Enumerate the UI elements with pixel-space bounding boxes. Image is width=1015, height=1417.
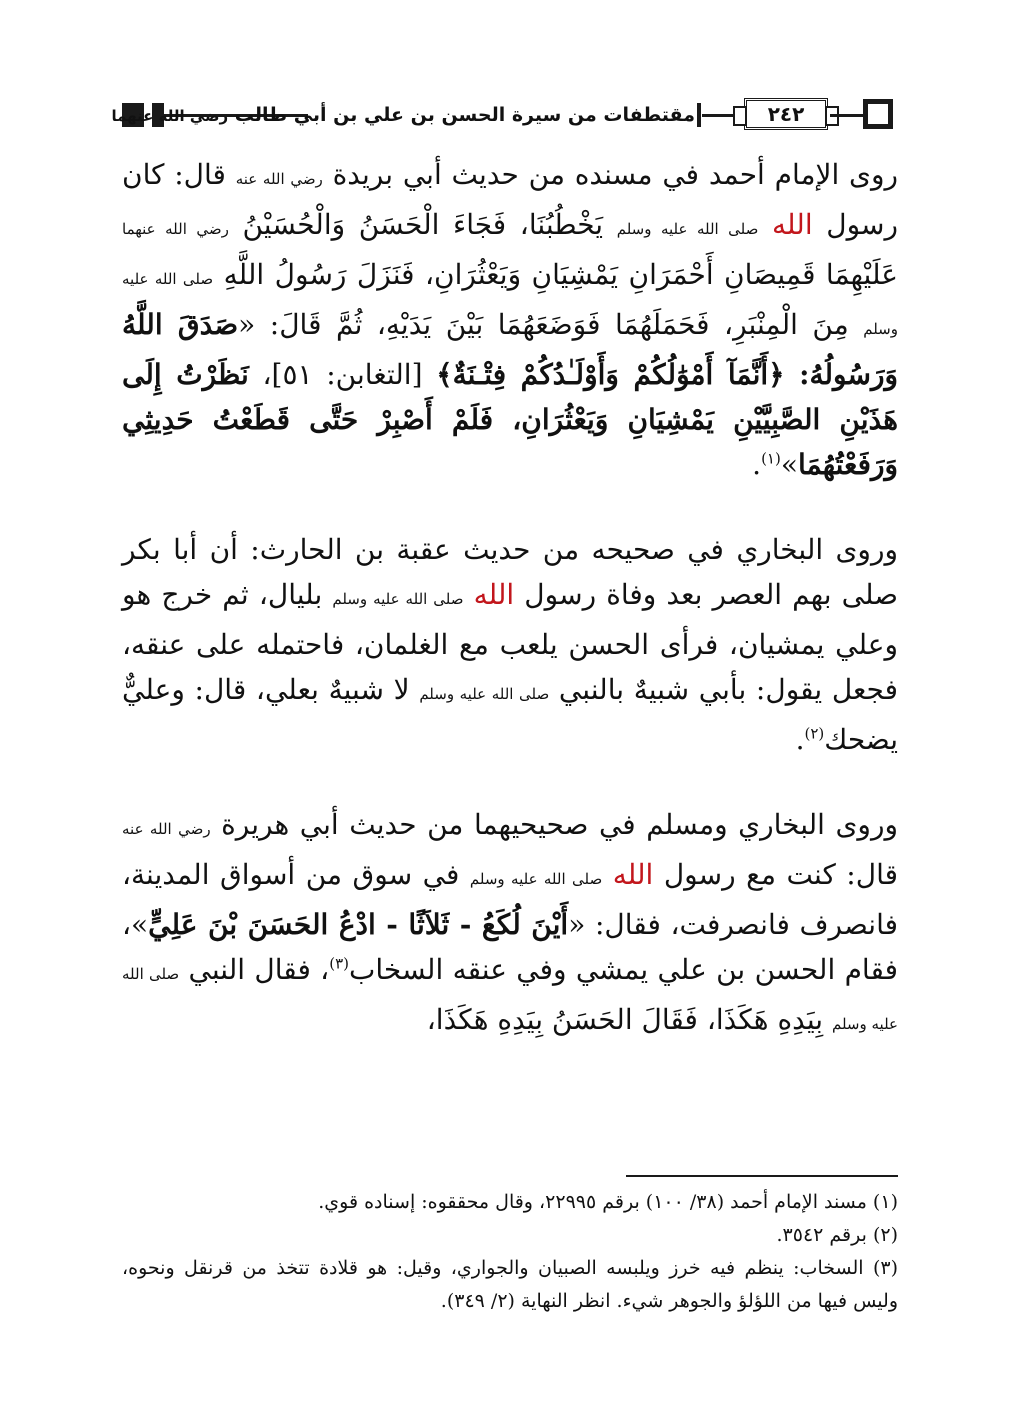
- text: »: [780, 448, 798, 481]
- text: [التغابن: ٥١]،: [248, 358, 437, 391]
- text: قال: كنت مع رسول: [653, 858, 899, 891]
- text: وروى البخاري في صحيحه من حديث عقبة بن الحارث: أن أبا بكر صلى بهم العصر بعد وفاة رسول: [122, 533, 898, 611]
- body-text: [122, 152, 898, 1047]
- page-header: [111, 98, 895, 134]
- text: عَلَيْهِمَا قَمِيصَانِ أَحْمَرَانِ يَمْشِيَانِ وَيَعْثُرَانِ، فَنَزَلَ رَسُولُ اللَّهِ: [223, 258, 898, 291]
- footnote-1: (١) مسند الإمام أحمد (٣٨/ ١٠٠) برقم ٢٢٩٩٥، وقال محققوه: إسناده قوي.: [318, 1191, 898, 1213]
- header-divider: [697, 103, 701, 127]
- text: لا شبيهٌ بعلي، قال: وعليٌّ يضحك: [122, 673, 898, 756]
- paragraph-2: [122, 527, 898, 762]
- header-end-square: [863, 99, 893, 129]
- footnote-3: (٣) السخاب: ينظم فيه خرز ويلبسه الصبيان والجواري، وقيل: هو قلادة تتخذ من قرنقل ونحوه، وليس فيها من اللؤلؤ والجوهر شيء. انظر النهاية (٢/ ٣٤٩).: [122, 1257, 898, 1312]
- divine-name: الله: [772, 208, 813, 241]
- honorific-glyph: رضي الله عنهما: [122, 220, 229, 238]
- text: روى الإمام أحمد في مسنده من حديث أبي بريدة: [332, 158, 898, 191]
- text: في سوق من أسواق المدينة، فانصرف فانصرفت، فقال: «: [122, 858, 898, 941]
- honorific-glyph: صلى الله عليه وسلم: [469, 870, 603, 888]
- header-rule: [830, 114, 864, 117]
- honorific-glyph: صلى الله عليه وسلم: [419, 685, 550, 703]
- honorific-glyph: صلى الله عليه وسلم: [616, 220, 759, 238]
- text: بِيَدِهِ هَكَذَا، فَقَالَ الحَسَنُ بِيَدِهِ هَكَذَا،: [426, 1003, 832, 1036]
- text: مِنَ الْمِنْبَرِ، فَحَمَلَهُمَا فَوَضَعَهُمَا بَيْنَ يَدَيْهِ، ثُمَّ قَالَ: «: [238, 308, 864, 341]
- footnote-2: (٢) برقم ٣٥٤٢.: [776, 1224, 898, 1246]
- honorific-glyph: رضي الله عنه: [235, 170, 323, 188]
- paragraph-3: [122, 802, 898, 1047]
- paragraph-1: [122, 152, 898, 487]
- footnote-separator: [626, 1175, 898, 1177]
- text: ، فقال النبي: [188, 953, 330, 986]
- honorific-glyph: صلى الله عليه وسلم: [122, 965, 898, 1033]
- page-number: ٢٤٢: [744, 98, 828, 130]
- text: .: [752, 448, 762, 481]
- honorific-glyph: رضي الله عنهما: [111, 107, 229, 125]
- text: وروى البخاري ومسلم في صحيحيهما من حديث أبي هريرة: [221, 808, 898, 841]
- running-title-text: مقتطفات من سيرة الحسن بن علي بن أبي طالب: [234, 104, 695, 126]
- text: يَخْطُبُنَا، فَجَاءَ الْحَسَنُ وَالْحُسَيْنُ: [242, 208, 617, 241]
- footnotes: [122, 1186, 898, 1318]
- honorific-glyph: صلى الله عليه وسلم: [332, 590, 464, 608]
- footnote-ref: (٣): [329, 954, 349, 973]
- running-title: [111, 100, 695, 131]
- honorific-glyph: رضي الله عنه: [122, 820, 211, 838]
- hadith-quote: نَظَرْتُ إِلَى هَذَيْنِ الصَّبِيَّيْنِ يَمْشِيَانِ وَيَعْثُرَانِ، فَلَمْ أَصْبِرْ حَتَّى قَطَعْتُ حَدِيثِي وَرَفَعْتُهُمَا: [122, 358, 898, 481]
- footnote-ref: (١): [761, 449, 781, 468]
- divine-name: الله: [473, 578, 515, 611]
- hadith-quote: أَيْنَ لُكَعُ - ثَلاَثًا - ادْعُ الحَسَنَ بْنَ عَلِيٍّ: [148, 908, 569, 941]
- hadith-quote: صَدَقَ اللَّهُ وَرَسُولُهُ: ﴿أَنَّمَآ أَمْوَٰلُكُمْ وَأَوْلَـٰدُكُمْ فِتْـنَةٌ﴾: [122, 308, 898, 391]
- divine-name: الله: [612, 858, 654, 891]
- footnote-ref: (٢): [804, 724, 825, 743]
- text: »، فقام الحسن بن علي يمشي وفي عنقه السخاب: [122, 908, 899, 986]
- text: .: [795, 723, 805, 756]
- text: قال: كان رسول: [122, 158, 899, 241]
- text: بليال، ثم خرج هو وعلي يمشيان، فرأى الحسن يلعب مع الغلمان، فاحتمله على عنقه، فجعل يقول: بأبي شبيهٌ بالنبي: [122, 578, 899, 706]
- honorific-glyph: صلى الله عليه وسلم: [122, 270, 898, 338]
